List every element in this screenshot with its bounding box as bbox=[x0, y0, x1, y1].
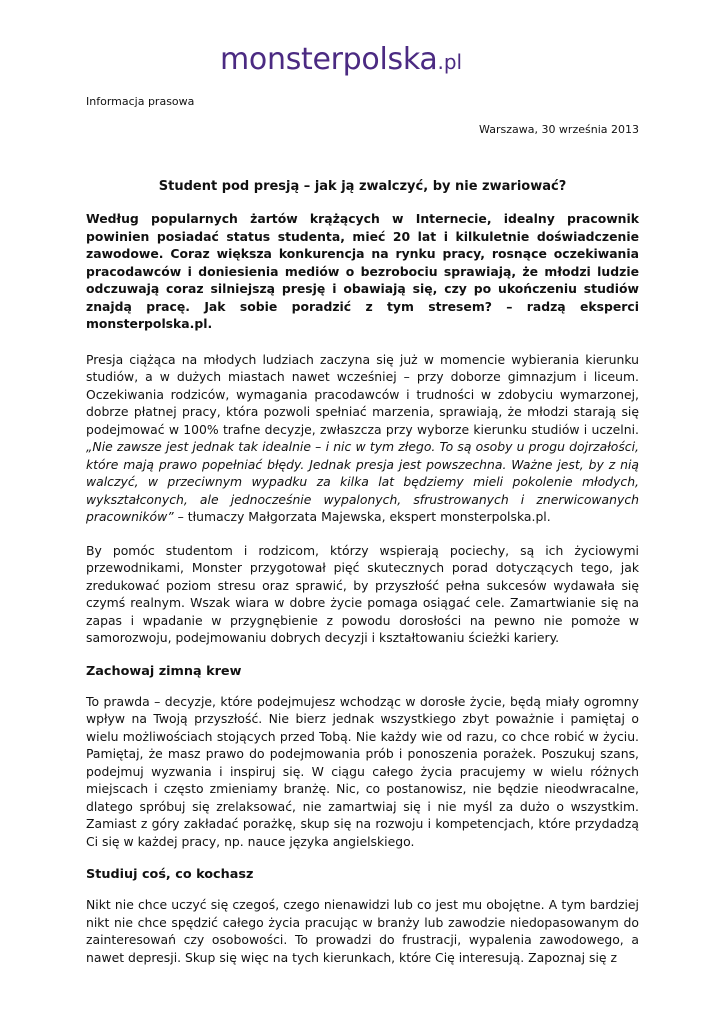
paragraph-1-text: Presja ciążąca na młodych ludziach zaczyna się już w momencie wybierania kierunku studiów, a w dużych miastach nawet wcześniej – przy doborze gimnazjum i liceum. Oczekiwania rodziców, wymagania pracodawców i trudności w zdobyciu wymarzonej, dobrze płatnej pracy, która pozwoli spełniać marzenia, sprawiają, że młodzi starają się podejmować w 100% trafne decyzje, zwłaszcza przy wyborze kierunku studiów i uczelni. bbox=[86, 351, 639, 437]
quote-attribution: – tłumaczy Małgorzata Majewska, ekspert monsterpolska.pl. bbox=[173, 509, 551, 524]
expert-quote: „Nie zawsze jest jednak tak idealnie – i nic w tym złego. To są osoby u progu dojrzałości, które mają prawo popełniać błędy. Jednak presja jest powszechna. Ważne jest, by z nią walczyć, w przeciwnym wypadku za kilka lat będziemy mieli pokolenie młodych, wykształconych, ale jednocześnie wypalonych, sfrustrowanych i znerwicowanych pracowników” bbox=[86, 439, 639, 524]
document-page bbox=[86, 0, 639, 1024]
logo-domain-suffix: .pl bbox=[437, 50, 463, 74]
article-body bbox=[86, 210, 639, 982]
monsterpolska-logo bbox=[220, 40, 520, 80]
logo-wordmark: monsterpolska bbox=[220, 42, 438, 77]
section-heading-2: Studiuj coś, co kochasz bbox=[86, 867, 254, 882]
press-release-label: Informacja prasowa bbox=[86, 95, 195, 108]
article-title: Student pod presją – jak ją zwalczyć, by nie zwariować? bbox=[158, 179, 567, 194]
paragraph-2: By pomóc studentom i rodzicom, którzy wspierają pociechy, są ich życiowymi przewodnikami, Monster przygotował pięć skutecznych porad dotyczących tego, jak zredukować poziom stresu oraz sprawić, by przyszłość pełna sukcesów wydawała się czymś realnym. Wszak wiara w dobre życie pomaga osiągać cele. Zamartwianie się na zapas i wpadanie w przygnębienie z powodu dorosłości na pewno nie pomoże w samorozwoju, podejmowaniu dobrych decyzji i kształtowaniu ścieżki kariery. bbox=[86, 542, 639, 645]
section-2-text: Nikt nie chce uczyć się czegoś, czego nienawidzi lub co jest mu obojętne. A tym bardziej nikt nie chce spędzić całego życia pracując w branży lub zawodzie niedopasowanym do zainteresowań czy osobowości. To prowadzi do frustracji, wypalenia zawodowego, a nawet depresji. Skup się więc na tych kierunkach, które Cię interesują. Zapoznaj się z bbox=[86, 897, 639, 965]
section-heading-1: Zachowaj zimną krew bbox=[86, 663, 242, 679]
section-1-text: To prawda – decyzje, które podejmujesz wchodząc w dorosłe życie, będą miały ogromny wpływ na Twoją przyszłość. Nie bierz jednak wszystkiego zbyt poważnie i pamiętaj o wielu możliwościach stojących przed Tobą. Nie każdy wie od razu, co chce robić w życiu. Pamiętaj, że masz prawo do podejmowania prób i ponoszenia porażek. Poszukuj szans, podejmuj wyzwania i inspiruj się. W ciągu całego życia pracujemy w wielu różnych miejscach i często zmieniamy branżę. Nic, co postanowisz, nie będzie nieodwracalne, dlatego spróbuj się zrelaksować, nie zamartwiaj się i nie myśl za dużo o wszystkim. Zamiast z góry zakładać porażkę, skup się na rozwoju i kompetencjach, które przydadzą Ci się w każdej pracy, np. nauce języka angielskiego. bbox=[86, 693, 639, 849]
date-line: Warszawa, 30 września 2013 bbox=[479, 123, 639, 136]
paragraph-1 bbox=[86, 351, 639, 526]
lead-paragraph: Według popularnych żartów krążących w Internecie, idealny pracownik powinien posiadać status studenta, mieć 20 lat i kilkuletnie doświadczenie zawodowe. Coraz większa konkurencja na rynku pracy, rosnące oczekiwania pracodawców i doniesienia mediów o bezrobociu sprawiają, że młodzi ludzie odczuwają coraz silniejszą presję i obawiają się, czy po ukończeniu studiów znajdą pracę. Jak sobie poradzić z tym stresem? – radzą eksperci monsterpolska.pl. bbox=[86, 211, 639, 331]
